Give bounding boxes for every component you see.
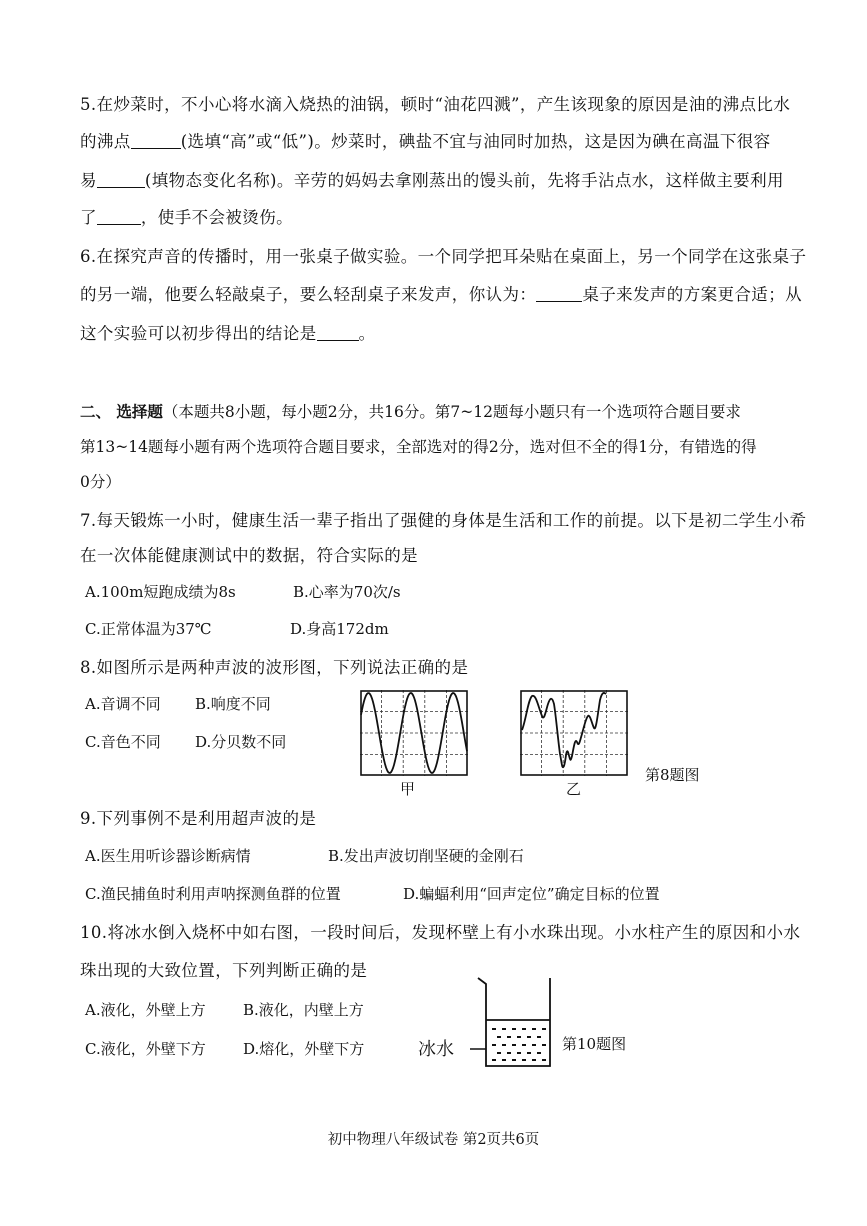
q5-text: 了	[80, 208, 97, 227]
q10-option-c: C.液化，外壁下方	[85, 1040, 206, 1058]
q9-option-d: D.蝙蝠利用“回声定位”确定目标的位置	[403, 885, 660, 903]
section-instructions-line-3: 0分）	[80, 473, 121, 491]
figure-caption-q8: 第8题图	[645, 766, 700, 784]
waveform-jia-figure	[360, 690, 468, 776]
q9-option-c: C.渔民捕鱼时利用声呐探测鱼群的位置	[85, 885, 341, 903]
q8-option-d: D.分贝数不同	[195, 733, 287, 751]
figure-caption-q10: 第10题图	[562, 1035, 627, 1053]
ice-water-label: 冰水	[418, 1039, 454, 1060]
waveform-yi-curve	[522, 693, 606, 767]
q5-line-4	[80, 210, 293, 227]
answer-blank	[536, 300, 582, 302]
figure-label-yi: 乙	[566, 780, 582, 798]
q7-option-a: A.100m短跑成绩为8s	[85, 583, 236, 601]
q8-stem: 8.如图所示是两种声波的波形图，下列说法正确的是	[80, 658, 469, 677]
q5-text: 易	[80, 171, 97, 190]
q10-option-b: B.液化，内壁上方	[243, 1001, 364, 1019]
q6-line-1: 6.在探究声音的传播时，用一张桌子做实验。一个同学把耳朵贴在桌面上，另一个同学在这张桌子	[80, 247, 807, 266]
q10-option-a: A.液化，外壁上方	[85, 1001, 206, 1019]
q8-option-b: B.响度不同	[195, 695, 271, 713]
q8-option-c: C.音色不同	[85, 733, 161, 751]
q5-line-2	[80, 134, 771, 151]
answer-blank	[97, 223, 141, 225]
q5-line-3	[80, 173, 784, 190]
section-heading	[80, 404, 741, 421]
q6-line-3	[80, 326, 376, 343]
section-instructions: （本题共8小题，每小题2分，共16分。第7~12题每小题只有一个选项符合题目要求	[162, 403, 741, 421]
q9-option-b: B.发出声波切削坚硬的金刚石	[328, 847, 524, 865]
page-footer: 初中物理八年级试卷 第2页共6页	[327, 1132, 540, 1148]
waveform-yi-figure	[520, 690, 628, 776]
q10-line-1: 10.将冰水倒入烧杯中如右图，一段时间后，发现杯壁上有小水珠出现。小水柱产生的原因和小水	[80, 923, 801, 942]
q9-stem: 9.下列事例不是利用超声波的是	[80, 809, 317, 828]
q7-option-d: D.身高172dm	[290, 620, 389, 638]
q6-text: 这个实验可以初步得出的结论是	[80, 324, 317, 343]
q6-line-2	[80, 287, 802, 304]
q8-option-a: A.音调不同	[85, 695, 161, 713]
q9-option-a: A.医生用听诊器诊断病情	[85, 847, 251, 865]
answer-blank	[317, 339, 359, 341]
q5-text: (填物态变化名称)。辛劳的妈妈去拿刚蒸出的馒头前，先将手沾点水，这样做主要利用	[144, 171, 784, 190]
q6-text: 的另一端，他要么轻敲桌子，要么轻刮桌子来发声，你认为：	[80, 285, 537, 304]
section-title: 二、 选择题	[80, 402, 163, 421]
beaker-figure	[470, 972, 560, 1072]
section-instructions-line-2: 第13~14题每小题有两个选项符合题目要求，全部选对的得2分，选对但不全的得1分，有错选的得	[80, 438, 757, 456]
q10-option-d: D.熔化，外壁下方	[243, 1040, 365, 1058]
q7-line-2: 在一次体能健康测试中的数据，符合实际的是	[80, 546, 418, 565]
q5-line-1: 5.在炒菜时，不小心将水滴入烧热的油锅，顿时“油花四溅”，产生该现象的原因是油的沸点比水	[80, 95, 791, 114]
figure-label-jia: 甲	[400, 780, 416, 798]
q6-text: 桌子来发声的方案更合适；从	[582, 285, 803, 304]
q6-text: 。	[358, 324, 376, 343]
q7-option-c: C.正常体温为37℃	[85, 620, 212, 638]
q7-line-1: 7.每天锻炼一小时，健康生活一辈子指出了强健的身体是生活和工作的前提。以下是初二学生小希	[80, 511, 807, 530]
answer-blank	[131, 147, 181, 149]
q5-text: (选填“高”或“低”)。炒菜时，碘盐不宜与油同时加热，这是因为碘在高温下很容	[180, 132, 771, 151]
q5-text: ，使手不会被烫伤。	[140, 208, 294, 227]
q10-line-2: 珠出现的大致位置，下列判断正确的是	[80, 961, 368, 980]
water-dots	[492, 1028, 546, 1061]
answer-blank	[97, 186, 145, 188]
q7-option-b: B.心率为70次/s	[293, 583, 401, 601]
q5-text: 的沸点	[80, 132, 131, 151]
